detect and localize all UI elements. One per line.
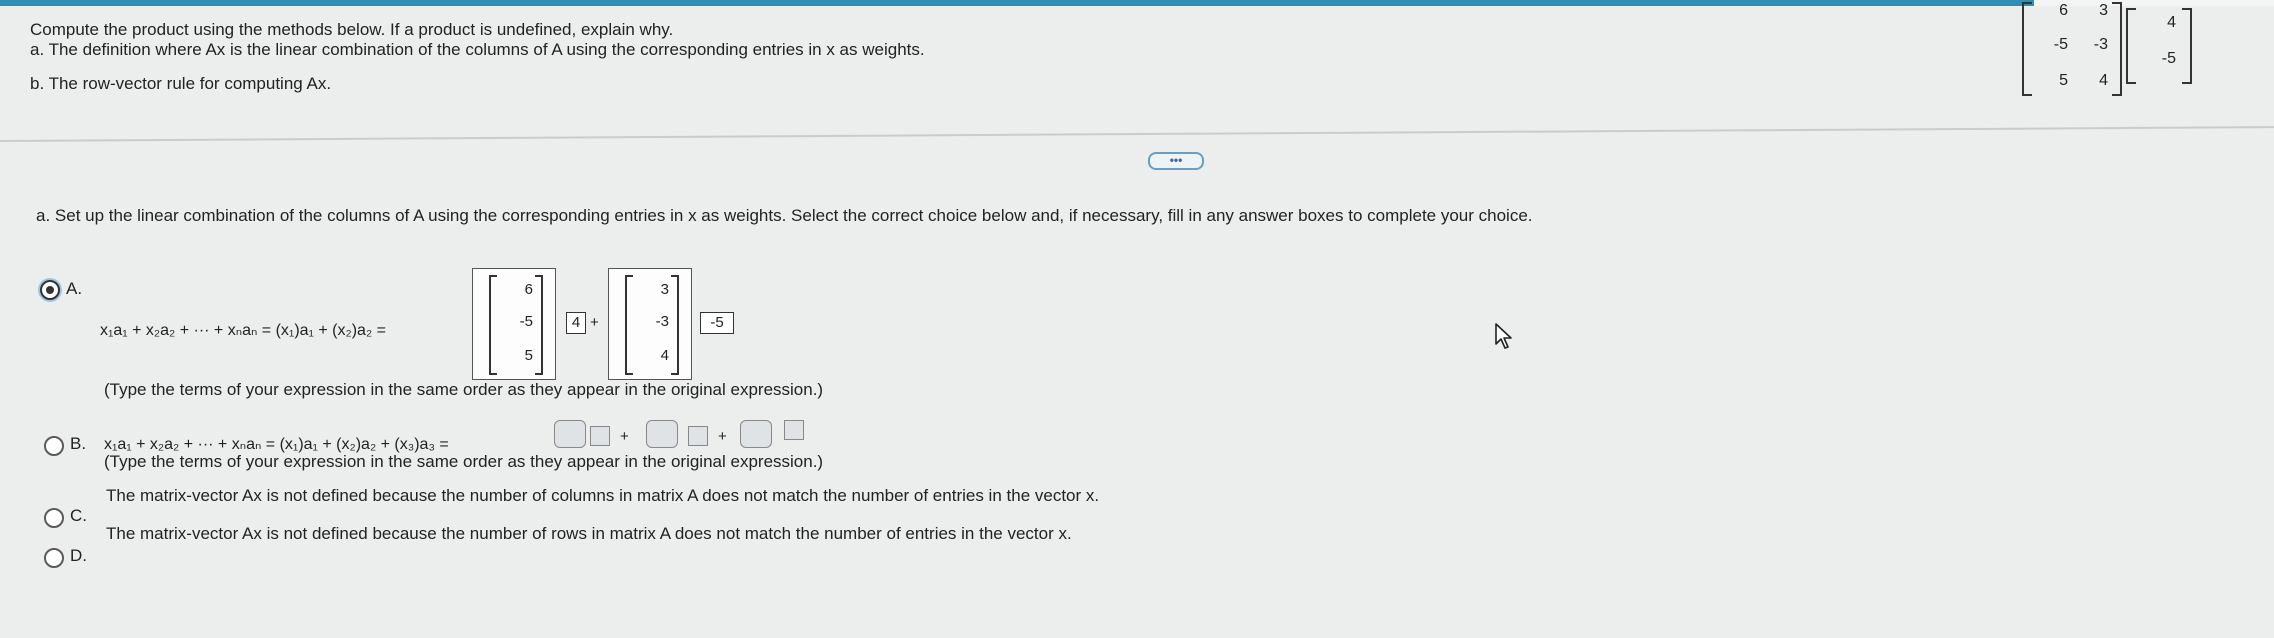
choice-b-formula: x₁a₁ + x₂a₂ + ··· + xₙaₙ = (x₁)a₁ + (x₂)a₂ + (x₃)a₃ = <box>104 436 449 453</box>
choice-d-radio[interactable] <box>44 548 64 568</box>
plus-sign: + <box>620 428 629 445</box>
column-vector-1-box[interactable] <box>472 268 556 380</box>
vector-answer-box[interactable] <box>554 420 586 448</box>
choice-c-text: The matrix-vector Ax is not defined because the number of columns in matrix A does not match the number of entries in the vector x. <box>106 486 1100 505</box>
plus-sign: + <box>718 428 727 445</box>
matrix-a-cell: 5 <box>2059 72 2068 89</box>
column-1-entry: 6 <box>524 281 533 298</box>
instruction-line-2: a. The definition where Ax is the linear combination of the columns of A using the corresponding entries in x as weights. <box>30 40 925 59</box>
mouse-pointer-icon <box>1494 322 1516 350</box>
matrix-a-cell: -3 <box>2093 36 2108 53</box>
column-1-entry: -5 <box>519 313 533 330</box>
choice-a-radio[interactable] <box>40 280 60 300</box>
choice-b-note: (Type the terms of your expression in the same order as they appear in the original expression.) <box>104 452 824 471</box>
choice-d-letter: D. <box>70 546 87 565</box>
column-2-entry: 3 <box>660 281 669 298</box>
vector-answer-box[interactable] <box>646 420 678 448</box>
part-a-prompt: a. Set up the linear combination of the columns of A using the corresponding entries in x as weights. Select the correct choice below and, if necessary, fill in any answer boxes to complete your choice. <box>36 206 1533 225</box>
choice-b-letter: B. <box>70 434 87 453</box>
choice-d-text: The matrix-vector Ax is not defined because the number of rows in matrix A does not match the number of entries in the vector x. <box>106 524 1072 543</box>
choice-b-radio[interactable] <box>44 436 64 456</box>
choice-c-radio[interactable] <box>44 508 64 528</box>
vector-x-cell: -5 <box>2161 50 2176 67</box>
weight-answer-box[interactable] <box>688 426 708 446</box>
column-2-entry: 4 <box>660 347 669 364</box>
choice-a-formula: x₁a₁ + x₂a₂ + ··· + xₙaₙ = (x₁)a₁ + (x₂)a₂ = <box>100 322 386 339</box>
matrix-a-cell: -5 <box>2053 36 2068 53</box>
matrix-a-cell: 4 <box>2099 72 2108 89</box>
matrix-a-cell: 6 <box>2059 2 2068 19</box>
matrix-a-cell: 3 <box>2099 2 2108 19</box>
section-divider <box>0 126 2274 142</box>
column-2-entry: -3 <box>655 313 669 330</box>
instruction-line-1: Compute the product using the methods below. If a product is undefined, explain why. <box>30 20 674 39</box>
weight-answer-box[interactable] <box>784 420 804 440</box>
weight-2-answer-box[interactable]: -5 <box>700 312 734 334</box>
choice-a-note: (Type the terms of your expression in the same order as they appear in the original expression.) <box>104 380 824 399</box>
column-1-entry: 5 <box>524 347 533 364</box>
vector-x-cell: 4 <box>2167 14 2176 31</box>
column-vector-2-box[interactable] <box>608 268 692 380</box>
more-button[interactable]: ••• <box>1148 152 1204 170</box>
choice-a-letter: A. <box>66 279 83 298</box>
choice-c-letter: C. <box>70 506 87 525</box>
instruction-line-3: b. The row-vector rule for computing Ax. <box>30 74 332 93</box>
weight-1-answer-box[interactable]: 4 <box>566 312 586 334</box>
vector-answer-box[interactable] <box>740 420 772 448</box>
problem-matrix <box>2010 0 2210 100</box>
plus-sign: + <box>590 314 599 331</box>
top-accent-bar <box>0 0 2274 6</box>
weight-answer-box[interactable] <box>590 426 610 446</box>
